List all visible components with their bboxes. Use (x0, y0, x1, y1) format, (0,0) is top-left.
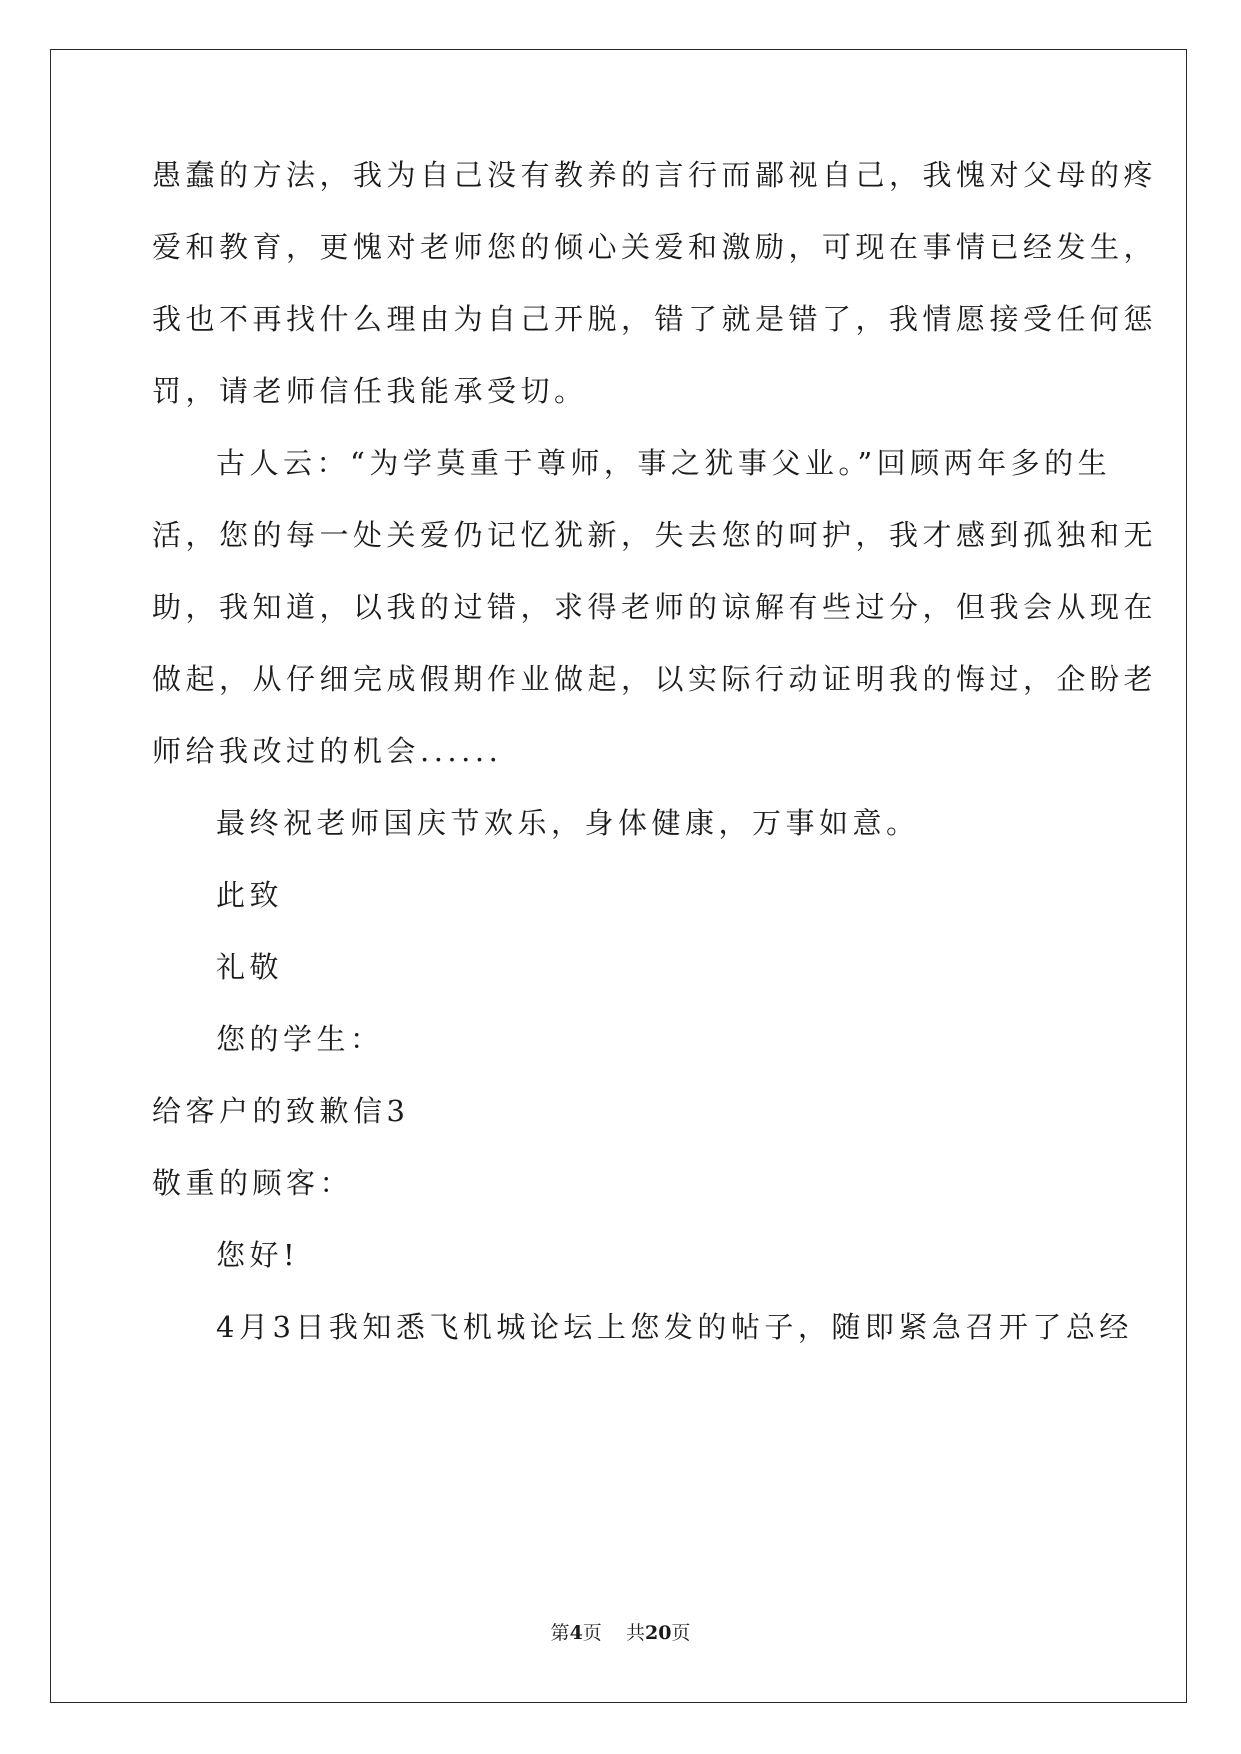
current-page-number: 4 (569, 1622, 583, 1644)
page-footer (0, 1618, 1241, 1645)
paragraph-line: 古人云：“为学莫重于尊师，事之犹事父业。”回顾两年多的生 (216, 446, 1112, 480)
footer-prefix: 第 (550, 1622, 570, 1644)
paragraph-line: 做起，从仔细完成假期作业做起，以实际行动证明我的悔过，企盼老 (152, 662, 1158, 696)
salutation-closing: 此致 (216, 878, 284, 912)
paragraph-line: 愚蠢的方法，我为自己没有教养的言行而鄙视自己，我愧对父母的疼 (152, 158, 1158, 192)
paragraph-line: 爱和教育，更愧对老师您的倾心关爱和激励，可现在事情已经发生， (152, 230, 1158, 264)
total-pages-number: 20 (644, 1622, 672, 1644)
page-border (50, 49, 1187, 1703)
footer-suffix: 页 (671, 1622, 691, 1644)
paragraph-line: 4月3日我知悉飞机城论坛上您发的帖子，随即紧急召开了总经 (216, 1310, 1133, 1344)
paragraph-line: 我也不再找什么理由为自己开脱，错了就是错了，我情愿接受任何惩 (152, 302, 1158, 336)
signature-line: 您的学生： (216, 1022, 384, 1056)
paragraph-line: 活，您的每一处关爱仍记忆犹新，失去您的呵护，我才感到孤独和无 (152, 518, 1158, 552)
paragraph-line: 师给我改过的机会...... (152, 734, 503, 768)
letter-greeting: 敬重的顾客： (152, 1166, 354, 1200)
paragraph-line: 罚，请老师信任我能承受切。 (152, 374, 588, 408)
paragraph-line: 助，我知道，以我的过错，求得老师的谅解有些过分，但我会从现在 (152, 590, 1158, 624)
salutation-respect: 礼敬 (216, 950, 284, 984)
section-title: 给客户的致歉信3 (152, 1094, 410, 1128)
footer-middle: 页 共 (582, 1622, 645, 1644)
closing-wish: 最终祝老师国庆节欢乐，身体健康，万事如意。 (216, 806, 920, 840)
letter-hello: 您好! (216, 1238, 300, 1272)
